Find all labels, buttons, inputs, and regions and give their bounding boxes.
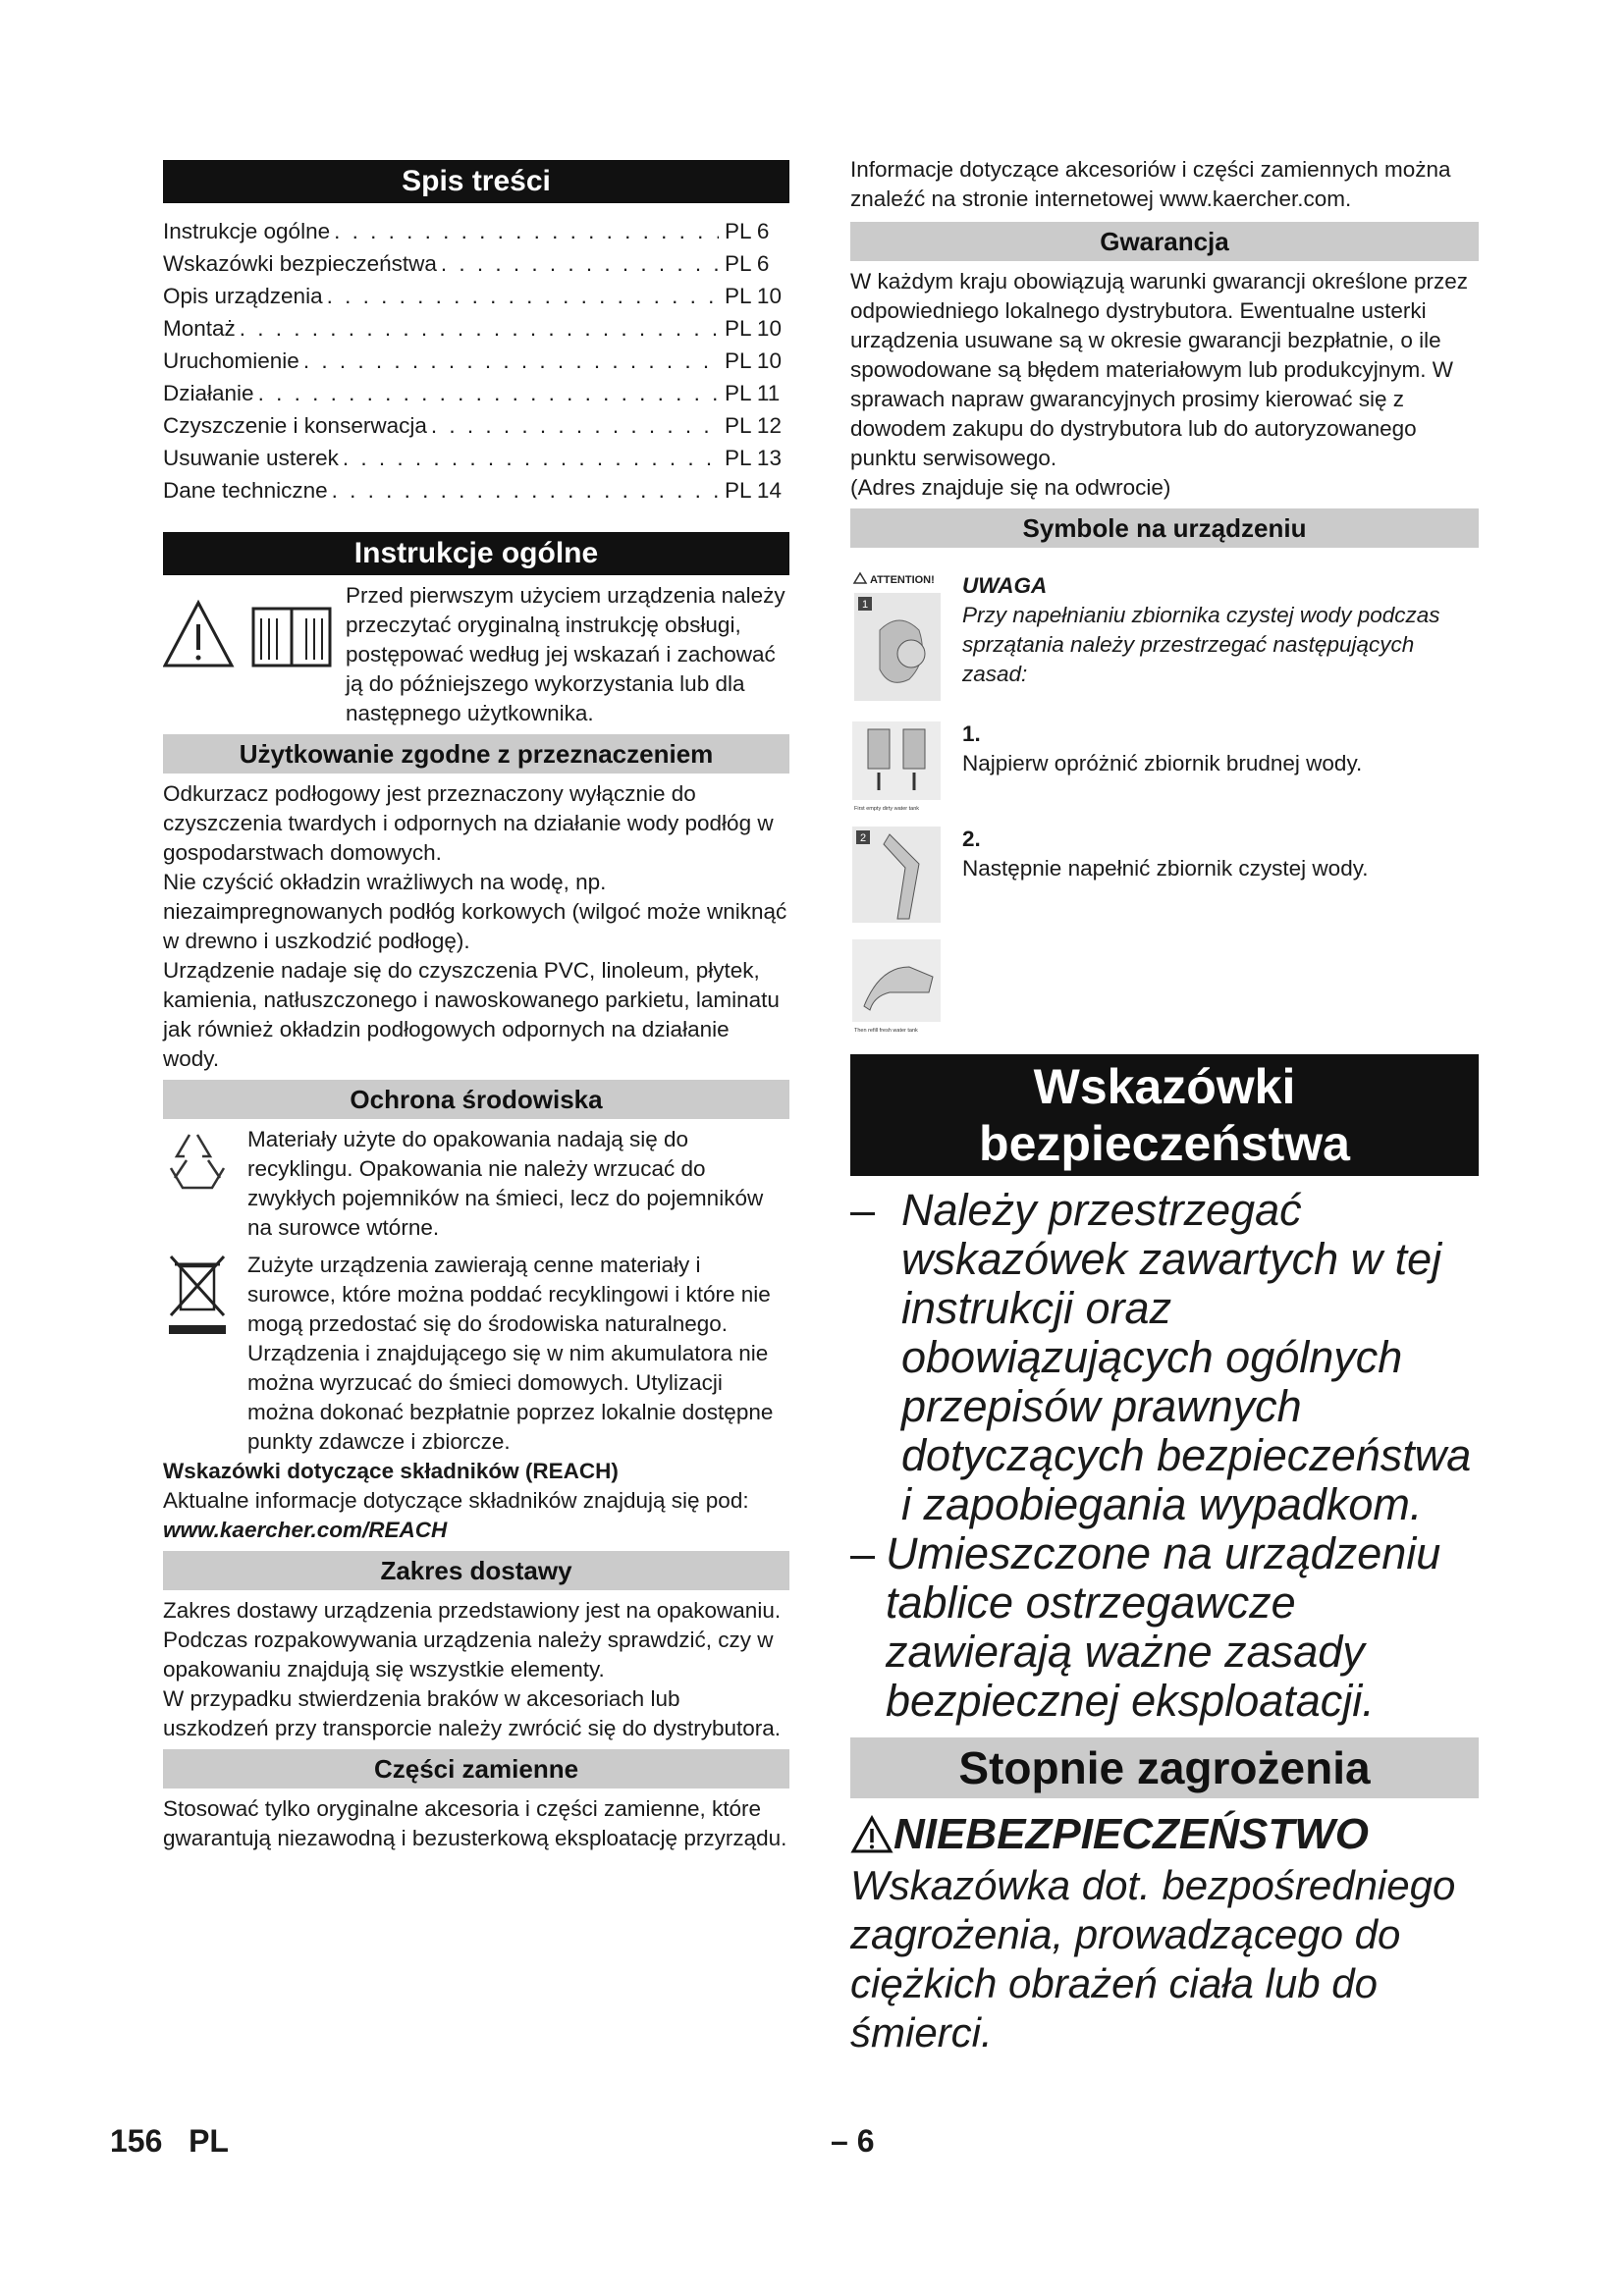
intended-use-p3: Urządzenie nadaje się do czyszczenia PVC, linoleum, płytek, kamienia, natłuszczonego i nawoskowanego parkietu, laminatu jak również okładzin podłogowych odpornych na działanie wody. xyxy=(163,958,780,1071)
warning-triangle-icon xyxy=(163,595,340,673)
toc-item[interactable]: Dane techniczne . . . PL 14 xyxy=(163,474,789,507)
warranty-p1: W każdym kraju obowiązują warunki gwarancji określone przez odpowiedniego lokalnego dystrybutora. Ewentualne usterki urządzenia usuwane są w okresie gwarancji bezpłatnie, o ile spowodowane są błędem materiałowym lub produkcyjnym. W sprawach napraw gwarancyjnych prosimy kierować się z dowodem zakupu do dystrybutora lub do autoryzowanego punktu serwisowego. xyxy=(850,269,1469,470)
scope-heading: Zakres dostawy xyxy=(163,1551,789,1590)
environment-heading: Ochrona środowiska xyxy=(163,1080,789,1119)
intended-use-p2: Nie czyścić okładzin wrażliwych na wodę, np. niezaimpregnowanych podłóg korkowych (wilgoć może wniknąć w drewno i uszkodzić podłogę). xyxy=(163,870,787,953)
general-intro-block xyxy=(163,581,789,728)
symbols-heading: Symbole na urządzeniu xyxy=(850,508,1479,548)
toc-item[interactable]: Działanie . . . PL 11 xyxy=(163,377,789,409)
safety-heading-line1: Wskazówki xyxy=(1033,1059,1296,1114)
warranty-section xyxy=(850,267,1479,503)
step2-number: 2. xyxy=(962,827,981,851)
environment-section xyxy=(163,1125,789,1545)
page-number: 156 PL xyxy=(110,2123,229,2159)
danger-block xyxy=(850,1808,1479,2057)
recycle-text: Materiały użyte do opakowania nadają się do recyklingu. Opakowania nie należy wrzucać do zwykłych pojemników na śmieci, lecz do pojemników na surowce wtórne. xyxy=(247,1127,764,1240)
right-column xyxy=(850,155,1479,2057)
step1-text: Najpierw opróżnić zbiornik brudnej wody. xyxy=(962,751,1363,775)
intended-use-heading: Użytkowanie zgodne z przeznaczeniem xyxy=(163,734,789,774)
warranty-p2: (Adres znajduje się na odwrocie) xyxy=(850,475,1171,500)
intended-use-section xyxy=(163,779,789,1074)
weee-bin-icon xyxy=(163,1251,232,1339)
toc-item[interactable]: Montaż . . . PL 10 xyxy=(163,312,789,345)
toc-heading: Spis treści xyxy=(163,160,789,203)
step1-number: 1. xyxy=(962,721,981,746)
warning-manual-icons xyxy=(163,581,346,678)
picto-caption-2: Then refill fresh water tank xyxy=(854,1028,918,1034)
refill-tank-pictogram-icon xyxy=(850,825,948,927)
symbols-section xyxy=(850,571,1479,1041)
warranty-heading: Gwarancja xyxy=(850,222,1479,261)
toc-item[interactable]: Wskazówki bezpieczeństwa . . . PL 6 xyxy=(163,247,789,280)
attention-text: ATTENTION! xyxy=(870,574,935,586)
dash-marker: – xyxy=(850,1185,876,1235)
intended-use-p1: Odkurzacz podłogowy jest przeznaczony wyłącznie do czyszczenia twardych i odpornych na działanie wody podłóg w gospodarstwach domowych. xyxy=(163,781,774,865)
safety-item-text: Umieszczone na urządzeniu tablice ostrzegawcze zawierają ważne zasady bezpiecznej eksploatacji. xyxy=(886,1528,1441,1726)
attention-pictogram-icon xyxy=(850,571,948,709)
picto-label-2: 2 xyxy=(860,832,867,844)
uwaga-text: Przy napełnianiu zbiornika czystej wody podczas sprzątania należy przestrzegać następujących zasad: xyxy=(962,603,1440,686)
weee-text: Zużyte urządzenia zawierają cenne materiały i surowce, które można poddać recyklingowi i które nie mogą przedostać się do środowiska naturalnego. Urządzenia i znajdującego się w nim akumulatora nie można wyrzucać do śmieci domowych. Utylizacji można dokonać bezpłatnie poprzez lokalnie dostępne punkty zdawcze i zbiorcze. xyxy=(247,1253,774,1454)
safety-heading-line2: bezpieczeństwa xyxy=(979,1116,1350,1171)
scope-p2: W przypadku stwierdzenia braków w akcesoriach lub uszkodzeń przy transporcie należy zwrócić się do dystrybutora. xyxy=(163,1686,782,1740)
empty-tank-pictogram-icon xyxy=(850,720,948,814)
hazard-levels-heading: Stopnie zagrożenia xyxy=(850,1737,1479,1798)
general-heading: Instrukcje ogólne xyxy=(163,532,789,575)
picto-caption-1: First empty dirty water tank xyxy=(854,806,920,812)
scope-section xyxy=(163,1596,789,1743)
safety-list xyxy=(850,1186,1479,1726)
danger-title: NIEBEZPIECZEŃSTWO xyxy=(893,1810,1370,1858)
fresh-water-pictogram-icon xyxy=(850,937,948,1036)
toc-item[interactable]: Opis urządzenia . . . PL 10 xyxy=(163,280,789,312)
spare-parts-section xyxy=(163,1794,789,1853)
spare-parts-p1: Stosować tylko oryginalne akcesoria i części zamienne, które gwarantują niezawodną i bezusterkową eksploatację przyrządu. xyxy=(163,1796,787,1850)
danger-text: Wskazówka dot. bezpośredniego zagrożenia, prowadzącego do ciężkich obrażeń ciała lub do śmierci. xyxy=(850,1862,1456,2056)
table-of-contents xyxy=(163,215,789,507)
spare-parts-heading: Części zamienne xyxy=(163,1749,789,1789)
spare-parts-p2: Informacje dotyczące akcesoriów i części zamiennych można znaleźć na stronie internetowej www.kaercher.com. xyxy=(850,157,1451,211)
step2-text: Następnie napełnić zbiornik czystej wody. xyxy=(962,856,1369,881)
reach-text: Aktualne informacje dotyczące składników znajdują się pod: xyxy=(163,1488,749,1513)
recycle-icon xyxy=(163,1129,232,1194)
danger-warning-icon xyxy=(850,1815,893,1854)
toc-item[interactable]: Czyszczenie i konserwacja . . . PL 12 xyxy=(163,409,789,442)
scope-p1: Zakres dostawy urządzenia przedstawiony jest na opakowaniu. Podczas rozpakowywania urządzenia należy sprawdzić, czy w opakowaniu znajdują się wszystkie elementy. xyxy=(163,1598,782,1682)
uwaga-label: UWAGA xyxy=(962,573,1048,598)
left-column xyxy=(163,160,789,1859)
dash-marker: – xyxy=(850,1528,876,1578)
list-item xyxy=(850,1529,1479,1726)
sub-page-number: – 6 xyxy=(831,2123,875,2159)
reach-title: Wskazówki dotyczące składników (REACH) xyxy=(163,1459,619,1483)
general-intro-text: Przed pierwszym użyciem urządzenia należy przeczytać oryginalną instrukcję obsługi, postępować według jej wskazań i zachować ją do późniejszego wykorzystania lub dla następnego użytkownika. xyxy=(346,583,785,725)
attention-label xyxy=(850,571,948,714)
list-item xyxy=(850,1186,1479,1529)
manual-book-icon xyxy=(253,609,330,666)
safety-item-text: Należy przestrzegać wskazówek zawartych w tej instrukcji oraz obowiązujących ogólnych przepisów prawnych dotyczących bezpieczeństwa i zapobiegania wypadkom. xyxy=(901,1185,1472,1529)
toc-item[interactable]: Usuwanie usterek . . . PL 13 xyxy=(163,442,789,474)
safety-heading xyxy=(850,1054,1479,1176)
reach-link[interactable]: www.kaercher.com/REACH xyxy=(163,1518,448,1542)
toc-item[interactable]: Instrukcje ogólne . . . PL 6 xyxy=(163,215,789,247)
picto-label-1: 1 xyxy=(862,599,869,611)
toc-item[interactable]: Uruchomienie . . . PL 10 xyxy=(163,345,789,377)
